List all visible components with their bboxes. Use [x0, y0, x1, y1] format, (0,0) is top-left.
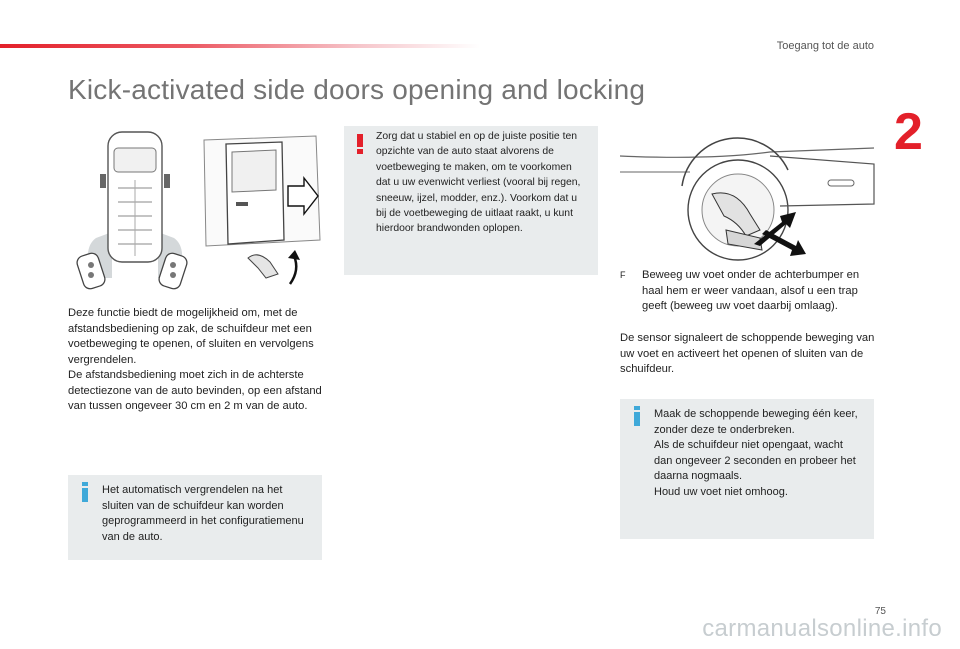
- rear-bumper-kick-illustration: [620, 126, 876, 266]
- info-note-right-text-3: Houd uw voet niet omhoog.: [654, 485, 788, 498]
- chapter-number: 2: [894, 103, 923, 161]
- intro-paragraph-1: Deze functie biedt de mogelijkheid om, met de afstandsbediening op zak, de schuifdeur met een voetbeweging te openen, of sluiten en vervolgens vergrendelen.: [68, 307, 314, 366]
- page-title: Kick-activated side doors opening and locking: [68, 74, 646, 105]
- header-accent-bar: [0, 44, 480, 48]
- info-icon: [80, 482, 90, 508]
- info-note-right-text-2: Als de schuifdeur niet opengaat, wacht dan ongeveer 2 seconden en probeer het daarna nogmaals.: [654, 439, 856, 482]
- warning-note: [344, 126, 598, 275]
- info-note-left-text: Het automatisch vergrendelen na het sluiten van de schuifdeur kan worden geprogrammeerd in het configuratiemenu van de auto.: [102, 484, 304, 543]
- instruction-step: [620, 268, 870, 315]
- info-note-left: [68, 475, 322, 560]
- intro-paragraph-2: De afstandsbediening moet zich in de achterste detectiezone van de auto bevinden, op een afstand van tussen ongeveer 30 cm en 2 m van de auto.: [68, 369, 322, 413]
- section-title: Toegang tot de auto: [776, 40, 874, 52]
- van-top-view-illustration: [72, 128, 198, 294]
- sliding-door-kick-illustration: [196, 130, 322, 290]
- instruction-step-text: Beweeg uw voet onder de achterbumper en haal hem er weer vandaan, alsof u een trap geeft (beweeg uw voet daarbij omlaag).: [642, 269, 860, 313]
- sensor-explanation: De sensor signaleert de schoppende beweging van uw voet en activeert het openen of sluiten van de schuifdeur.: [620, 332, 875, 376]
- warning-icon: [356, 134, 364, 159]
- warning-note-text: Zorg dat u stabiel en op de juiste positie ten opzichte van de auto staat alvorens de voetbeweging te maken, om te voorkomen dat u uw evenwicht verliest (vooral bij regen, sneeuw, ijzel, modder, enz.). Voorkom dat u bij de voetbeweging de uitlaat raakt, u kunt hierdoor brandwonden oplopen.: [376, 131, 581, 235]
- watermark: carmanualsonline.info: [702, 615, 942, 642]
- info-icon: [632, 406, 642, 432]
- page-number: 75: [874, 606, 886, 617]
- info-note-right-text-1: Maak de schoppende beweging één keer, zonder deze te onderbreken.: [654, 408, 858, 436]
- bullet-symbol: F: [620, 270, 626, 280]
- info-note-right: [620, 399, 874, 539]
